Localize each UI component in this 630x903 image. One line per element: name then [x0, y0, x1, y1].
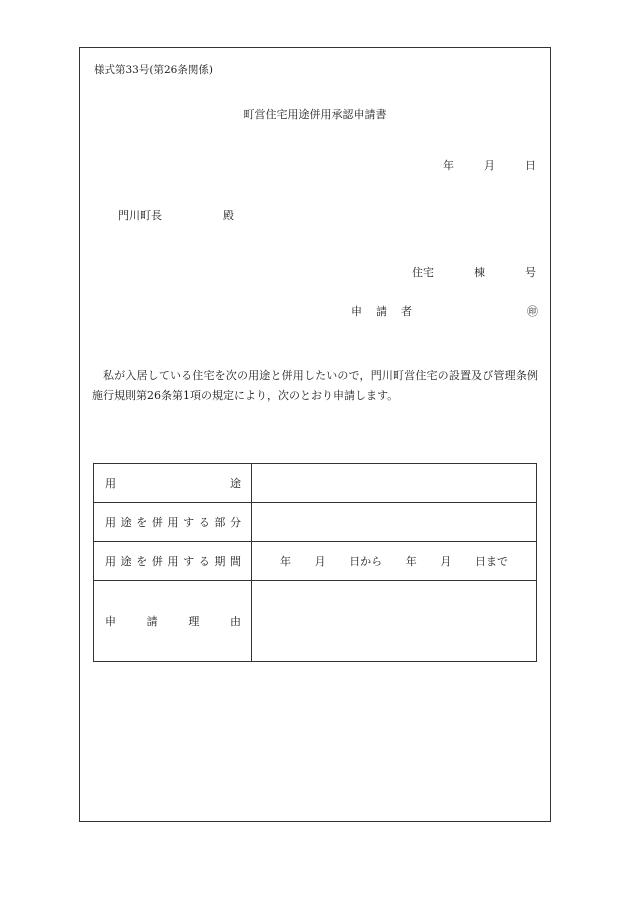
table-row	[94, 542, 537, 581]
period-end-day: 日まで	[474, 555, 508, 568]
period-fields	[262, 553, 526, 569]
form-number: 様式第33号(第26条関係)	[94, 64, 213, 76]
form-frame	[79, 47, 551, 822]
table-row	[94, 464, 537, 503]
date-day: 日	[525, 159, 536, 172]
period-start-month: 月	[314, 555, 326, 568]
table-row	[94, 503, 537, 542]
application-body-text: 私が入居している住宅を次の用途と併用したいので，門川町営住宅の設置及び管理条例施行規則第26条第1項の規定により，次のとおり申請します。	[92, 369, 538, 402]
reason-value[interactable]	[252, 581, 537, 662]
residence-number: 号	[525, 266, 536, 279]
shared-part-label: 用途を併用する部分	[94, 503, 252, 542]
application-table	[93, 463, 537, 662]
addressee-honorific: 殿	[223, 209, 234, 222]
application-date	[443, 159, 536, 173]
residence-label: 住宅	[412, 266, 434, 279]
residence-line	[412, 266, 536, 280]
shared-period-label: 用途を併用する期間	[94, 542, 252, 581]
date-year: 年	[443, 159, 454, 172]
period-start-year: 年	[280, 555, 291, 568]
period-start-day: 日から	[349, 555, 383, 568]
applicant-label: 申請者	[351, 305, 426, 318]
usage-label: 用 途	[94, 464, 252, 503]
period-end-year: 年	[405, 555, 417, 568]
shared-part-value[interactable]	[252, 503, 537, 542]
seal-mark: ㊞	[527, 305, 538, 318]
usage-value[interactable]	[252, 464, 537, 503]
shared-period-value[interactable]	[252, 542, 537, 581]
addressee-name: 門川町長	[118, 209, 162, 222]
table-row	[94, 581, 537, 662]
reason-label: 申 請 理 由	[94, 581, 252, 662]
period-end-month: 月	[440, 555, 452, 568]
document-title: 町営住宅用途併用承認申請書	[243, 108, 387, 121]
residence-building: 棟	[474, 266, 485, 279]
date-month: 月	[484, 159, 495, 172]
